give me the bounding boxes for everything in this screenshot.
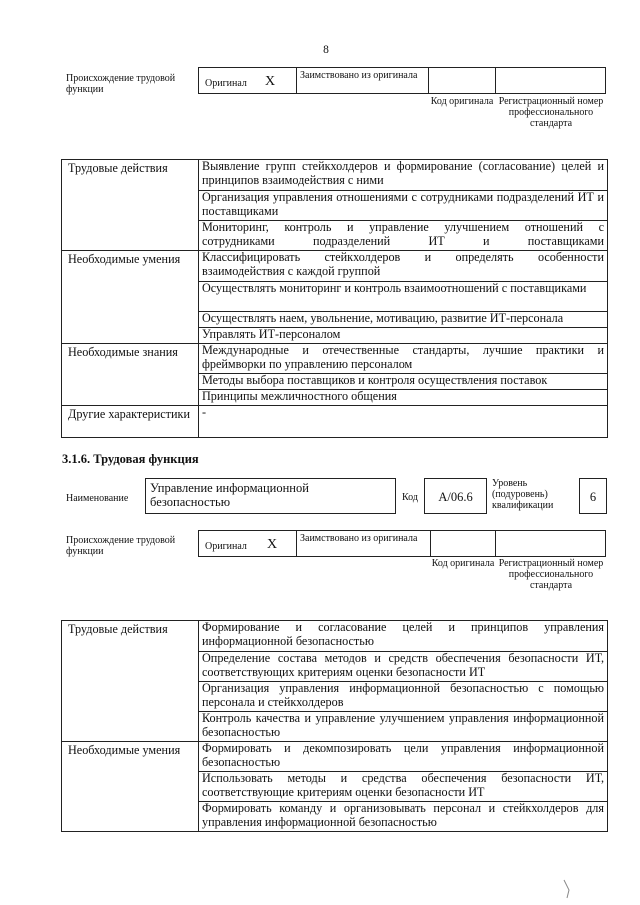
table-row (62, 251, 608, 282)
row-label: Необходимые умения (62, 742, 199, 832)
level-value-box (579, 478, 607, 514)
original-mark: X (265, 74, 276, 89)
table-cell: Мониторинг, контроль и управление улучшением отношений с сотрудниками подразделений ИТ и поставщиками (199, 221, 608, 251)
code-label: Код (402, 492, 418, 503)
table-cell: Формировать и декомпозировать цели управления информационной безопасностью (199, 742, 608, 772)
reg-number-cell (495, 530, 606, 557)
work-function-table-1 (61, 159, 608, 438)
code-value-box (424, 478, 487, 514)
table-row (62, 344, 608, 374)
reg-number-caption: Регистрационный номер профессионального стандарта (498, 558, 604, 591)
table-cell: Выявление групп стейкхолдеров и формирование (согласование) целей и принципов взаимодействия с ними (199, 160, 608, 191)
original-mark: X (267, 537, 278, 552)
row-label: Необходимые знания (62, 344, 199, 406)
borrowed-cell (296, 67, 429, 94)
table-cell: Осуществлять мониторинг и контроль взаимоотношений с поставщиками (199, 282, 608, 312)
name-value: Управление информационной безопасностью (150, 481, 309, 509)
original-label: Оригинал (205, 78, 247, 89)
origin-label: Происхождение трудовой функции (66, 73, 176, 95)
origin-label: Происхождение трудовой функции (66, 535, 176, 557)
table-row (62, 160, 608, 191)
row-label: Трудовые действия (62, 621, 199, 742)
table-cell: Принципы межличностного общения (199, 390, 608, 406)
table-cell: Контроль качества и управление улучшением управления информационной безопасностью (199, 712, 608, 742)
row-label: Необходимые умения (62, 251, 199, 344)
code-original-cell (428, 67, 496, 94)
table-cell: Организация управления информационной безопасностью с помощью персонала и стейкхолдеров (199, 682, 608, 712)
section-title: 3.1.6. Трудовая функция (62, 452, 199, 466)
table-row (62, 621, 608, 652)
borrowed-cell (296, 530, 431, 557)
reg-number-cell (495, 67, 606, 94)
table-row (62, 742, 608, 772)
code-value: A/06.6 (438, 490, 473, 504)
table-cell: Осуществлять наем, увольнение, мотивацию, развитие ИТ-персонала (199, 312, 608, 328)
row-label: Трудовые действия (62, 160, 199, 251)
scan-mark-icon (560, 878, 580, 900)
work-function-table-2 (61, 620, 608, 832)
table-cell: Международные и отечественные стандарты, лучшие практики и фреймворки по управлению персоналом (199, 344, 608, 374)
table-row (62, 406, 608, 438)
table-cell: Формировать команду и организовывать персонал и стейкхолдеров для управления информационной безопасностью (199, 802, 608, 832)
table-cell: Методы выбора поставщиков и контроля осуществления поставок (199, 374, 608, 390)
code-original-cell (430, 530, 496, 557)
reg-number-caption: Регистрационный номер профессионального стандарта (498, 96, 604, 129)
table-cell: Управлять ИТ-персоналом (199, 328, 608, 344)
original-cell (198, 67, 297, 94)
table-cell: Использовать методы и средства обеспечения безопасности ИТ, соответствующие критериям оценки безопасности ИТ (199, 772, 608, 802)
original-label: Оригинал (205, 541, 247, 552)
borrowed-label: Заимствовано из оригинала (300, 533, 418, 544)
original-cell (198, 530, 297, 557)
table-cell: Формирование и согласование целей и принципов управления информационной безопасностью (199, 621, 608, 652)
code-original-caption: Код оригинала (430, 96, 494, 107)
name-value-box (145, 478, 396, 514)
code-original-caption: Код оригинала (431, 558, 495, 569)
page-number: 8 (323, 44, 329, 56)
table-cell: - (199, 406, 608, 438)
table-cell: Организация управления отношениями с сотрудниками подразделений ИТ и поставщиками (199, 191, 608, 221)
table-cell: Классифицировать стейкхолдеров и определять особенности взаимодействия с каждой группой (199, 251, 608, 282)
borrowed-label: Заимствовано из оригинала (300, 70, 418, 81)
table-cell: Определение состава методов и средств обеспечения безопасности ИТ, соответствующих критериям оценки безопасности ИТ (199, 652, 608, 682)
level-value: 6 (589, 490, 597, 504)
row-label: Другие характеристики (62, 406, 199, 438)
level-label: Уровень (подуровень) квалификации (492, 478, 554, 511)
name-label: Наименование (66, 493, 129, 504)
